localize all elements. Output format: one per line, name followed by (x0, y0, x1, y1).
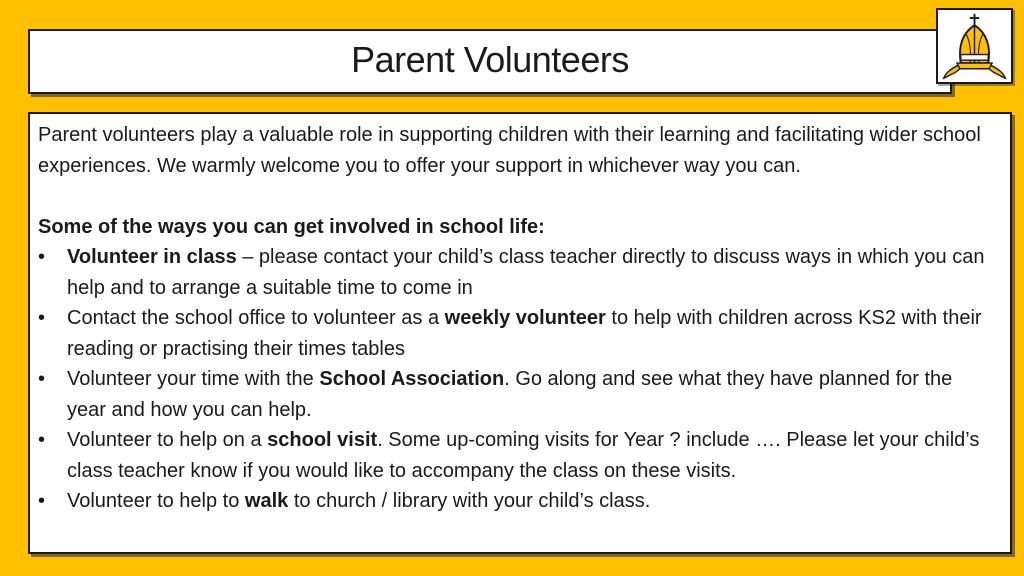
list-item (38, 486, 996, 517)
title-banner (28, 29, 952, 94)
item-text: Volunteer to help on a (67, 429, 268, 451)
page-title: Parent Volunteers (351, 38, 629, 80)
list-item (38, 425, 996, 486)
list-item (38, 242, 996, 303)
list-item (38, 364, 996, 425)
item-text: Volunteer to help to (67, 490, 245, 512)
school-logo (936, 8, 1013, 84)
content-panel (28, 112, 1012, 554)
item-text: Contact the school office to volunteer as a (67, 307, 445, 329)
bullet-icon: • (38, 429, 46, 451)
bullet-icon: • (38, 246, 46, 268)
bullet-icon: • (38, 490, 46, 512)
item-text: to church / library with your child’s class. (288, 490, 651, 512)
school-crest-mitre-icon (938, 10, 1011, 82)
intro-paragraph: Parent volunteers play a valuable role in supporting children with their learning and facilitating wider school experiences. We warmly welcome you to offer your support in whichever way you can. (38, 124, 981, 177)
ways-list (38, 242, 996, 517)
bullet-icon: • (38, 368, 46, 390)
item-emphasis: weekly volunteer (444, 307, 606, 329)
bullet-icon: • (38, 307, 46, 329)
list-item (38, 303, 996, 364)
item-emphasis: Volunteer in class (67, 246, 237, 268)
item-text: Volunteer your time with the (67, 368, 320, 390)
item-emphasis: walk (244, 490, 289, 512)
item-text: . Go along and see what they have planned for the year and how you can help. (67, 368, 953, 421)
paragraph-spacer (38, 181, 996, 212)
ways-heading: Some of the ways you can get involved in school life: (38, 215, 545, 238)
item-text: – please contact your child’s class teacher directly to discuss ways in which you can help and to arrange a suitable time to come in (67, 246, 985, 299)
item-text: to help with children across KS2 with their reading or practising their times tables (67, 307, 982, 360)
item-text: . Some up-coming visits for Year ? include …. Please let your child’s class teacher know if you would like to accompany the class on these visits. (67, 429, 980, 482)
item-emphasis: School Association (319, 368, 505, 390)
item-emphasis: school visit (267, 429, 378, 451)
